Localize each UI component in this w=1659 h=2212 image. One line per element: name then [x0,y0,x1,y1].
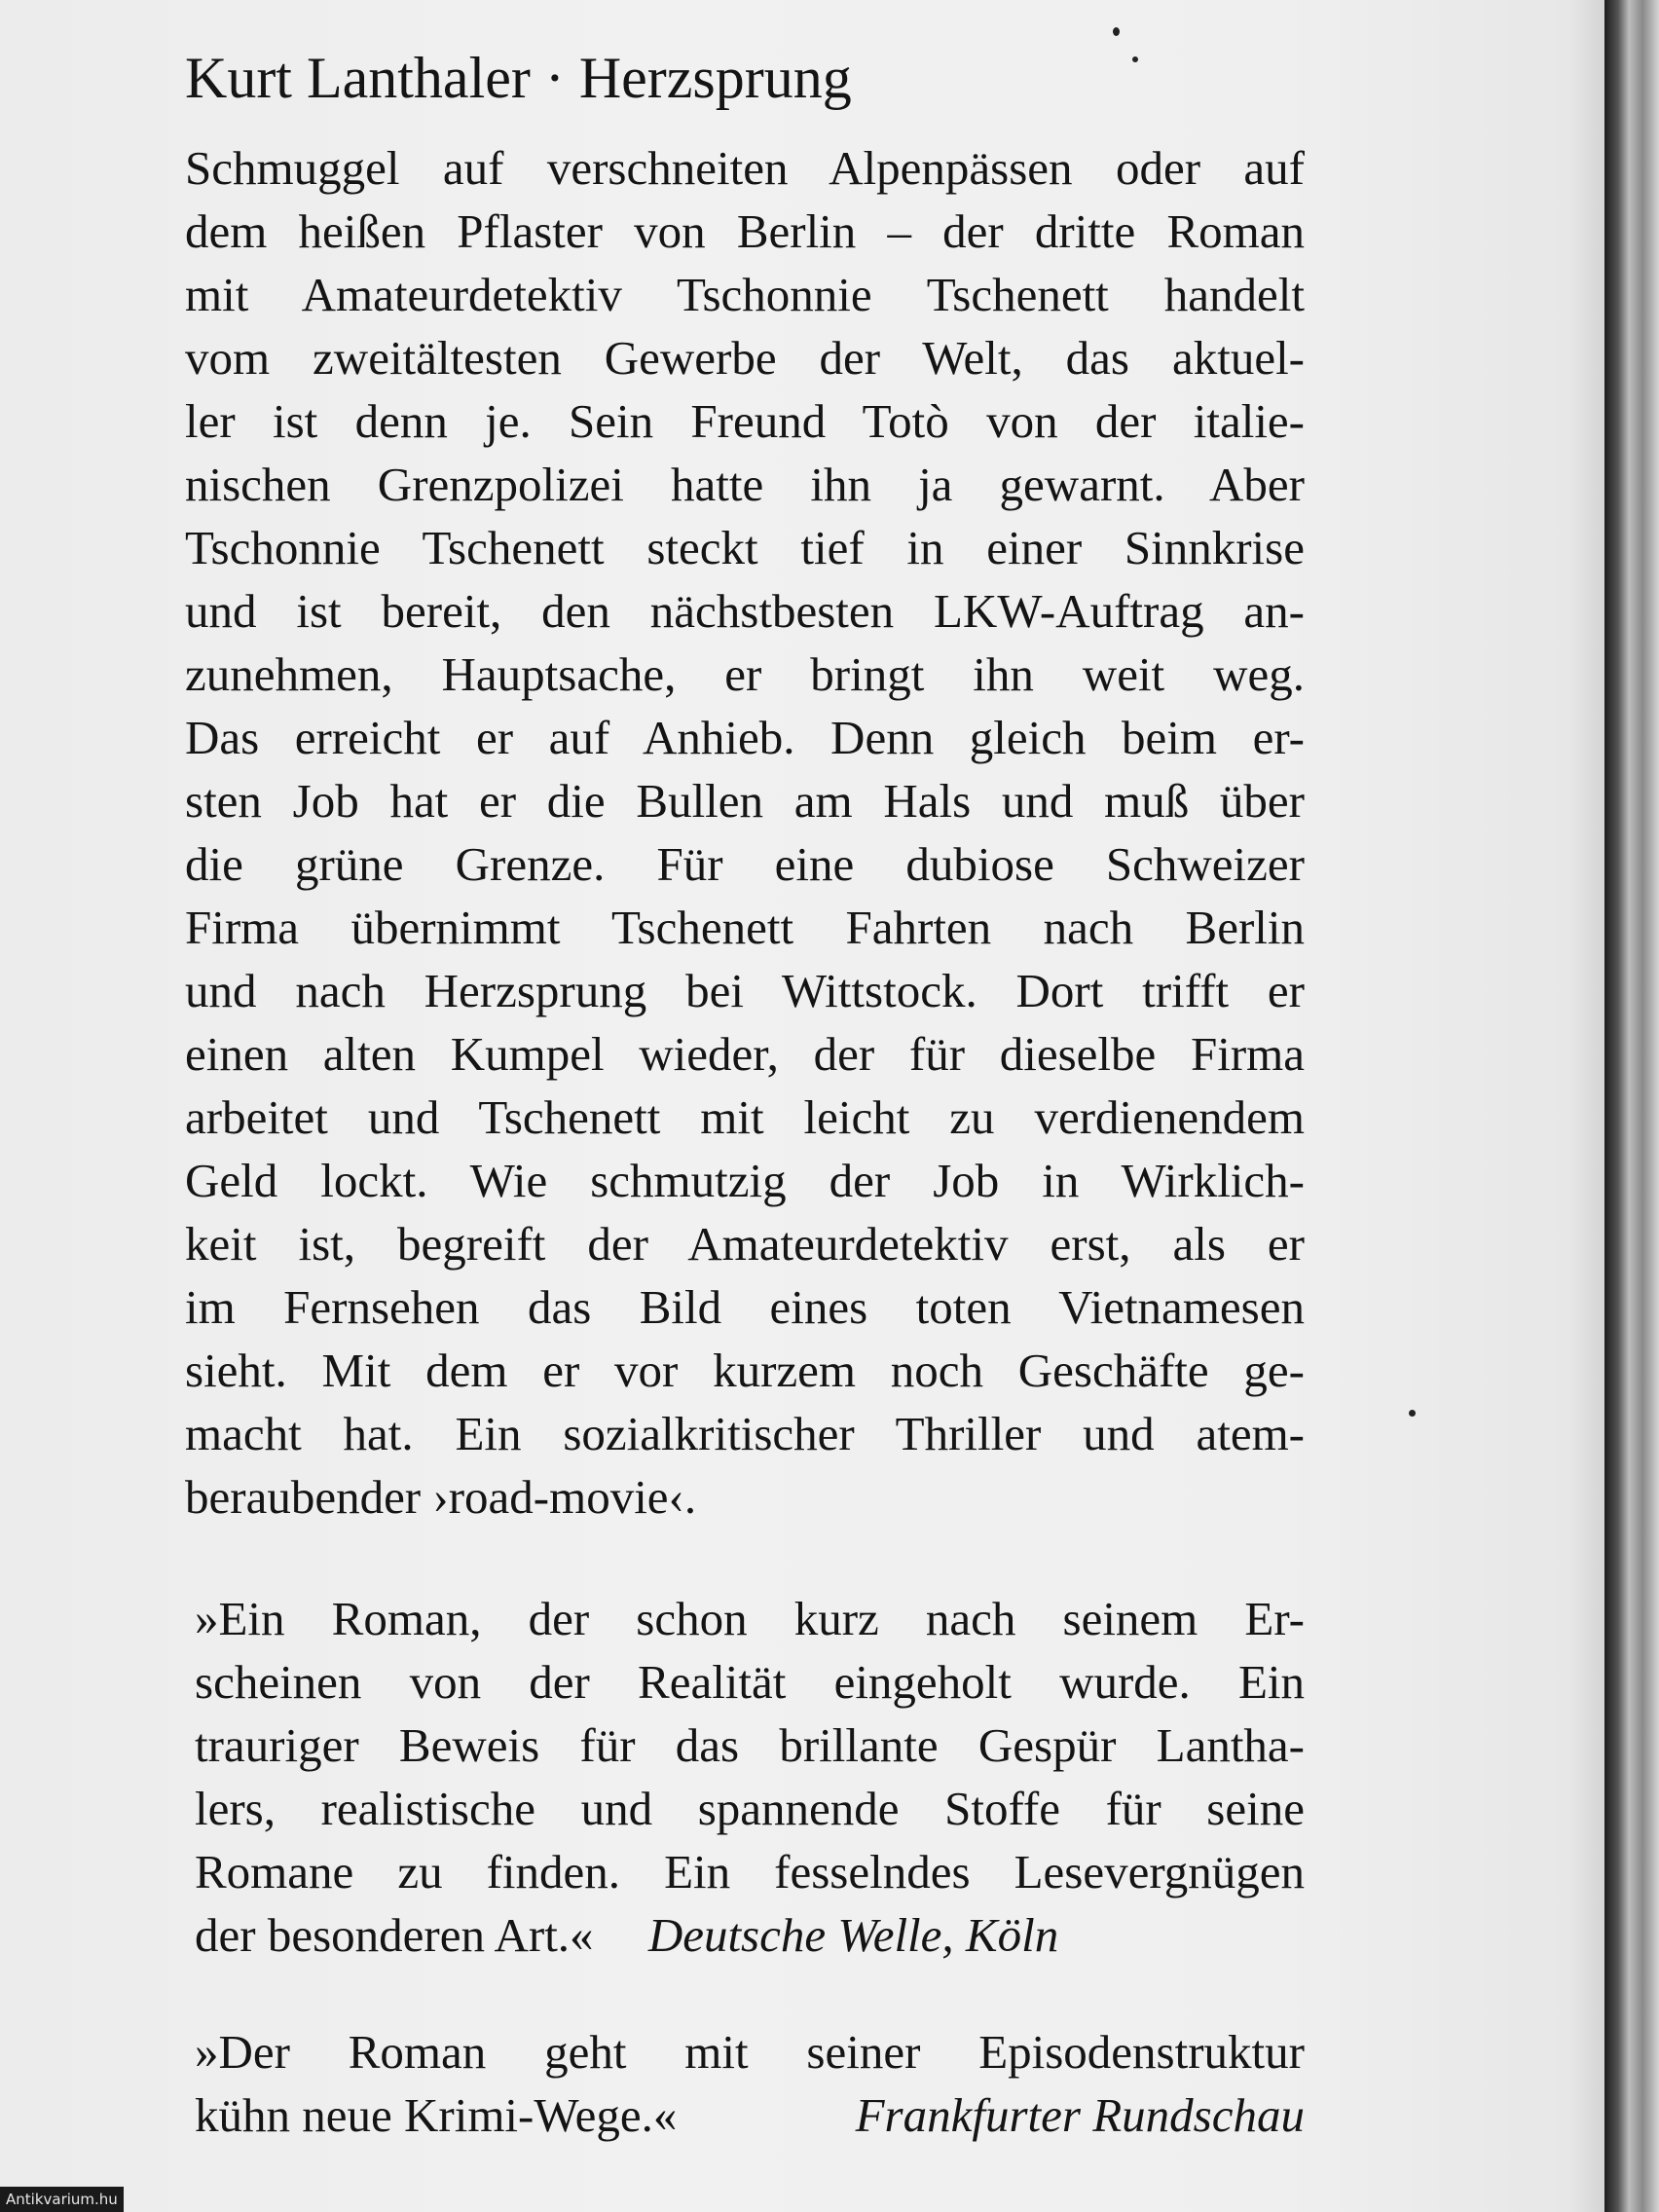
review-line: »Der Roman geht mit seiner Episodenstruktur [195,2025,1305,2079]
watermark: Antikvarium.hu [0,2187,124,2212]
blurb-line: Firma übernimmt Tschenett Fahrten nach Berlin [185,901,1305,954]
blurb-line: einen alten Kumpel wieder, der für dieselbe Firma [185,1027,1305,1081]
blurb-line: beraubender ›road-movie‹. [185,1470,697,1524]
page-shadow [1569,0,1604,2212]
review-source: Deutsche Welle, Köln [647,1908,1059,1962]
dust-speck [1113,27,1120,36]
review-closing: kühn neue Krimi-Wege.« [195,2088,678,2142]
blurb-line: keit ist, begreift der Amateurdetektiv erst, als er [185,1217,1305,1271]
blurb-line: zunehmen, Hauptsache, er bringt ihn weit weg. [185,647,1305,701]
blurb-line: nischen Grenzpolizei hatte ihn ja gewarnt. Aber [185,458,1305,511]
blurb-line: sieht. Mit dem er vor kurzem noch Geschäfte ge- [185,1344,1305,1397]
blurb-line: und ist bereit, den nächstbesten LKW-Auftrag an- [185,584,1305,638]
blurb-line: vom zweitältesten Gewerbe der Welt, das aktuel- [185,331,1305,385]
review-line: lers, realistische und spannende Stoffe für seine [195,1782,1305,1835]
review-line: »Ein Roman, der schon kurz nach seinem Er- [195,1592,1305,1645]
review-closing: der besonderen Art.« [195,1908,594,1962]
review-line [195,1903,1305,1967]
blurb-line: dem heißen Pflaster von Berlin – der dritte Roman [185,204,1305,258]
review-quote [195,1587,1305,1967]
blurb-line: ler ist denn je. Sein Freund Totò von der italie- [185,394,1305,448]
blurb-line: Das erreicht er auf Anhieb. Denn gleich beim er- [185,711,1305,764]
blurb-line: die grüne Grenze. Für eine dubiose Schweizer [185,837,1305,891]
blurb-line: macht hat. Ein sozialkritischer Thriller und atem- [185,1407,1305,1460]
blurb-line: sten Job hat er die Bullen am Hals und muß über [185,774,1305,828]
blurb-line: mit Amateurdetektiv Tschonnie Tschenett handelt [185,268,1305,321]
dust-speck [1409,1410,1416,1417]
dust-speck [1132,56,1138,62]
blurb-line: Tschonnie Tschenett steckt tief in einer Sinnkrise [185,521,1305,574]
book-edge [1604,0,1659,2212]
review-line: scheinen von der Realität eingeholt wurde. Ein [195,1655,1305,1709]
blurb-line: Geld lockt. Wie schmutzig der Job in Wirklich- [185,1154,1305,1207]
book-title: Kurt Lanthaler · Herzsprung [185,46,852,110]
review-line [195,2083,1305,2147]
review-line: trauriger Beweis für das brillante Gespür Lantha- [195,1718,1305,1772]
blurb-line: im Fernsehen das Bild eines toten Vietnamesen [185,1280,1305,1334]
blurb-line: arbeitet und Tschenett mit leicht zu verdienendem [185,1090,1305,1144]
review-line: Romane zu finden. Ein fesselndes Lesevergnügen [195,1845,1305,1899]
blurb-line: Schmuggel auf verschneiten Alpenpässen oder auf [185,141,1305,195]
review-quote [195,2020,1305,2147]
review-source: Frankfurter Rundschau [855,2088,1305,2142]
blurb-line: und nach Herzsprung bei Wittstock. Dort trifft er [185,964,1305,1017]
blurb-text [185,136,1305,1529]
